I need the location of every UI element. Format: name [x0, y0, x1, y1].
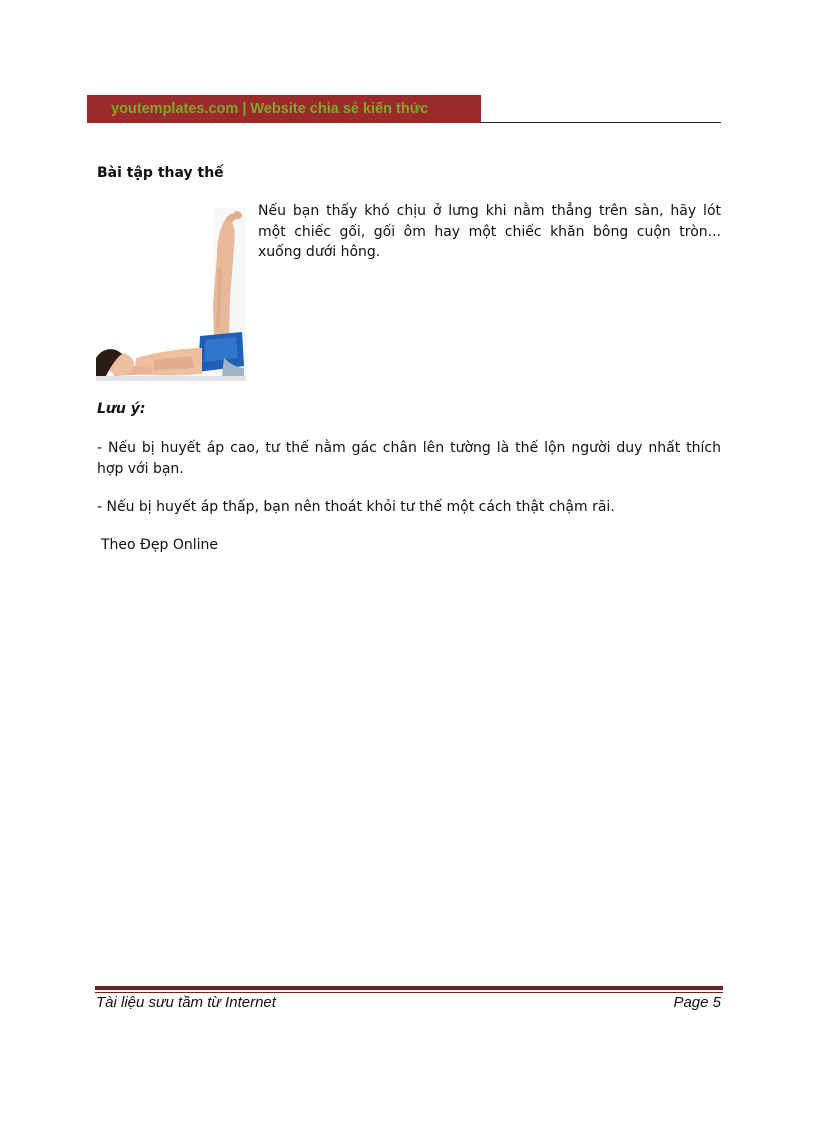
- page-number: Page 5: [673, 994, 721, 1011]
- note-title: Lưu ý:: [97, 401, 146, 417]
- header-rule: [481, 122, 721, 123]
- note-item: - Nếu bị huyết áp thấp, bạn nên thoát khỏi tư thế một cách thật chậm rãi.: [97, 499, 615, 515]
- source-credit: Theo Đẹp Online: [101, 537, 219, 553]
- intro-paragraph: Nếu bạn thấy khó chịu ở lưng khi nằm thẳng trên sàn, hãy lót một chiếc gối, gối ôm hay một chiếc khăn bông cuộn tròn... xuống dưới hông.: [258, 203, 721, 260]
- section-title: Bài tập thay thế: [97, 165, 224, 181]
- header-banner-text: youtemplates.com | Website chia sẻ kiến thức: [111, 101, 429, 117]
- header-banner: [87, 95, 481, 123]
- footer-note: Tài liệu sưu tầm từ Internet: [96, 994, 276, 1011]
- footer-rule: [95, 986, 723, 990]
- note-item: - Nếu bị huyết áp cao, tư thế nằm gác chân lên tường là thế lộn người duy nhất thích hợp với bạn.: [97, 440, 721, 477]
- exercise-photo: [96, 208, 246, 381]
- footer-rule-thin: [95, 992, 723, 993]
